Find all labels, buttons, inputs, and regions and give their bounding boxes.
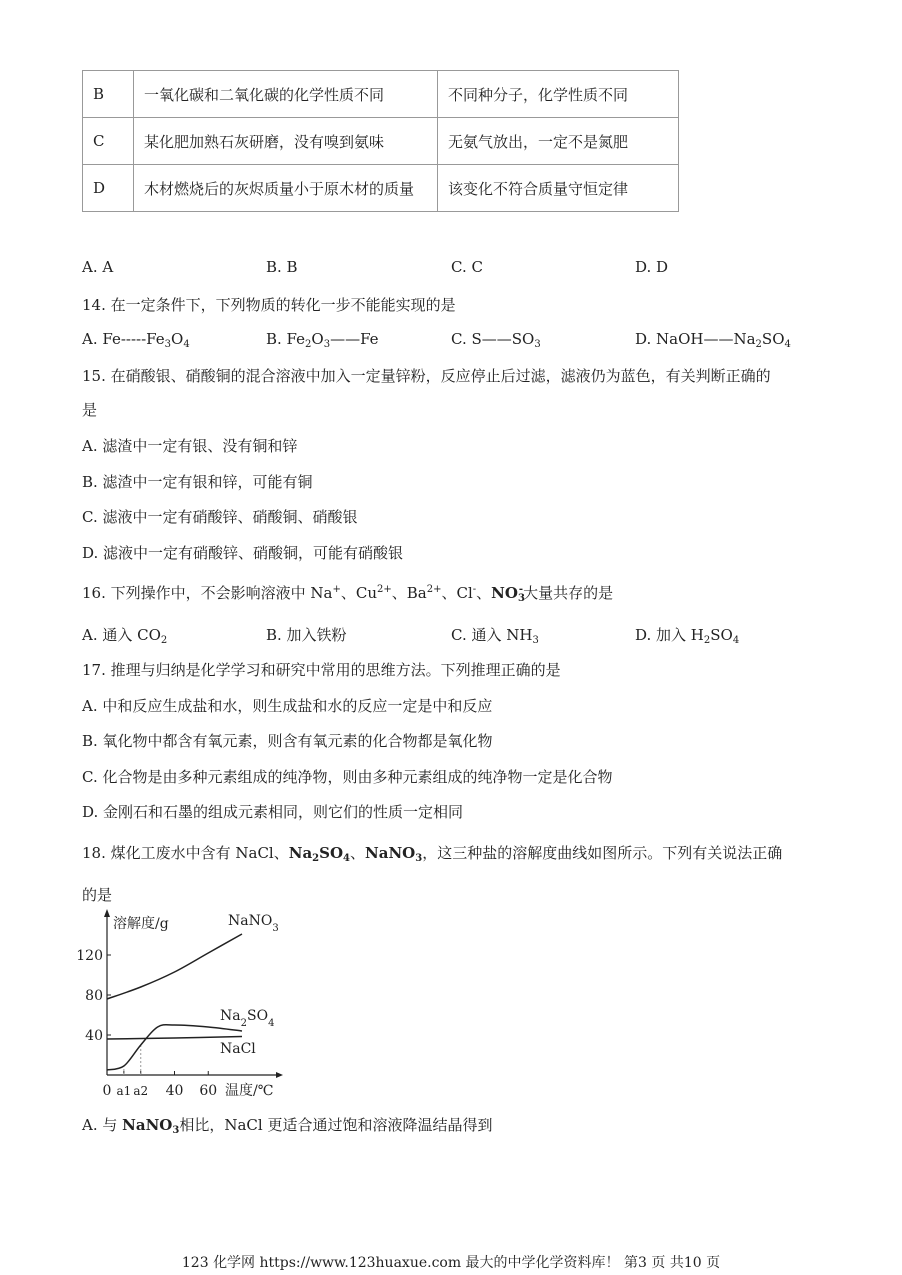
- y-axis-label: 溶解度/g: [113, 916, 169, 932]
- table-cell-fact: 木材燃烧后的灰烬质量小于原木材的质量: [134, 165, 438, 212]
- x-tick-label: 0: [102, 1083, 112, 1099]
- q16-stem: 16. 下列操作中，不会影响溶液中 Na+、$Cu^{2+}$、$Ba^{2+}$、Cl-、$NO_3^-$大量共存的是: [82, 584, 614, 604]
- x-tick-label: 40: [165, 1083, 184, 1099]
- table-cell-explain: 该变化不符合质量守恒定律: [438, 165, 679, 212]
- q16-option-d: D. 加入 $H_2SO_4$: [635, 626, 740, 646]
- table-row: [83, 165, 679, 212]
- q14-option-d: D. $NaOH——Na_2SO_4$: [635, 330, 791, 350]
- q14-option-a: A. $Fe-----Fe_3O_4$: [82, 330, 190, 350]
- q15-option-d: D. 滤液中一定有硝酸锌、硝酸铜，可能有硝酸银: [82, 544, 404, 562]
- y-tick-label: 40: [85, 1028, 103, 1044]
- series-label-nano3: NaNO$_3$: [228, 913, 279, 934]
- q17-stem: 17. 推理与归纳是化学学习和研究中常用的思维方法。下列推理正确的是: [82, 661, 561, 679]
- q17-option-d: D. 金刚石和石墨的组成元素相同，则它们的性质一定相同: [82, 803, 464, 821]
- table-cell-explain: 不同种分子，化学性质不同: [438, 71, 679, 118]
- q17-option-b: B. 氧化物中都含有氧元素，则含有氧元素的化合物都是氧化物: [82, 732, 493, 750]
- q16-option-a: A. 通入 $CO_2$: [82, 626, 168, 646]
- x-axis-label: 温度/℃: [225, 1083, 274, 1099]
- q13-option-a: A. A: [82, 258, 114, 276]
- q18-stem-cont: 的是: [82, 886, 113, 904]
- q17-option-c: C. 化合物是由多种元素组成的纯净物，则由多种元素组成的纯净物一定是化合物: [82, 768, 613, 786]
- q13-option-d: D. D: [635, 258, 669, 276]
- page-footer: 123 化学网 https://www.123huaxue.com 最大的中学化学资料库！ 第3 页 共10 页: [181, 1255, 721, 1271]
- table-cell-fact: 某化肥加熟石灰研磨，没有嗅到氨味: [134, 118, 438, 165]
- table-cell-label: D: [83, 165, 134, 212]
- table-row: [83, 118, 679, 165]
- q15-option-b: B. 滤渣中一定有银和锌，可能有铜: [82, 473, 313, 491]
- q16-option-b: B. 加入铁粉: [266, 626, 347, 644]
- y-axis-arrow: [104, 909, 110, 917]
- y-tick-label: 120: [76, 948, 103, 964]
- x-axis-arrow: [276, 1072, 283, 1078]
- q14-stem: 14. 在一定条件下，下列物质的转化一步不能能实现的是: [82, 296, 456, 314]
- q14-option-c: C. $S——SO_3$: [451, 330, 541, 350]
- q13-option-c: C. C: [451, 258, 483, 276]
- table-row: [83, 71, 679, 118]
- q15-option-c: C. 滤液中一定有硝酸锌、硝酸铜、硝酸银: [82, 508, 358, 526]
- series-line-nacl: [107, 1037, 242, 1040]
- series-line-nano3: [107, 934, 242, 999]
- q15-stem: 15. 在硝酸银、硝酸铜的混合溶液中加入一定量锌粉，反应停止后过滤，滤液仍为蓝色，有关判断正确的: [82, 367, 771, 385]
- q15-stem-cont: 是: [82, 401, 98, 419]
- q18-stem: 18. 煤化工废水中含有 NaCl、$Na_2SO_4$、NaNO$_3$，这三种盐的溶解度曲线如图所示。下列有关说法正确: [82, 844, 783, 864]
- table-cell-label: C: [83, 118, 134, 165]
- q16-option-c: C. 通入 $NH_3$: [451, 626, 539, 646]
- y-tick-label: 80: [85, 988, 103, 1004]
- q14-option-b: B. $Fe_2O_3——Fe$: [266, 330, 379, 350]
- solubility-chart: [76, 905, 292, 1105]
- q13-option-b: B. B: [266, 258, 298, 276]
- answer-table: [82, 70, 679, 212]
- q17-option-a: A. 中和反应生成盐和水，则生成盐和水的反应一定是中和反应: [82, 697, 493, 715]
- q18-option-a: A. 与 NaNO$_3$相比，NaCl 更适合通过饱和溶液降温结晶得到: [82, 1116, 493, 1136]
- series-label-na2so4: $Na_2SO_4$: [220, 1008, 275, 1029]
- x-tick-label: a2: [133, 1084, 149, 1098]
- series-label-nacl: NaCl: [220, 1041, 256, 1057]
- table-cell-fact: 一氧化碳和二氧化碳的化学性质不同: [134, 71, 438, 118]
- q15-option-a: A. 滤渣中一定有银、没有铜和锌: [82, 437, 298, 455]
- x-tick-label: 60: [199, 1083, 218, 1099]
- x-tick-label: a1: [116, 1084, 132, 1098]
- table-cell-explain: 无氨气放出，一定不是氮肥: [438, 118, 679, 165]
- table-cell-label: B: [83, 71, 134, 118]
